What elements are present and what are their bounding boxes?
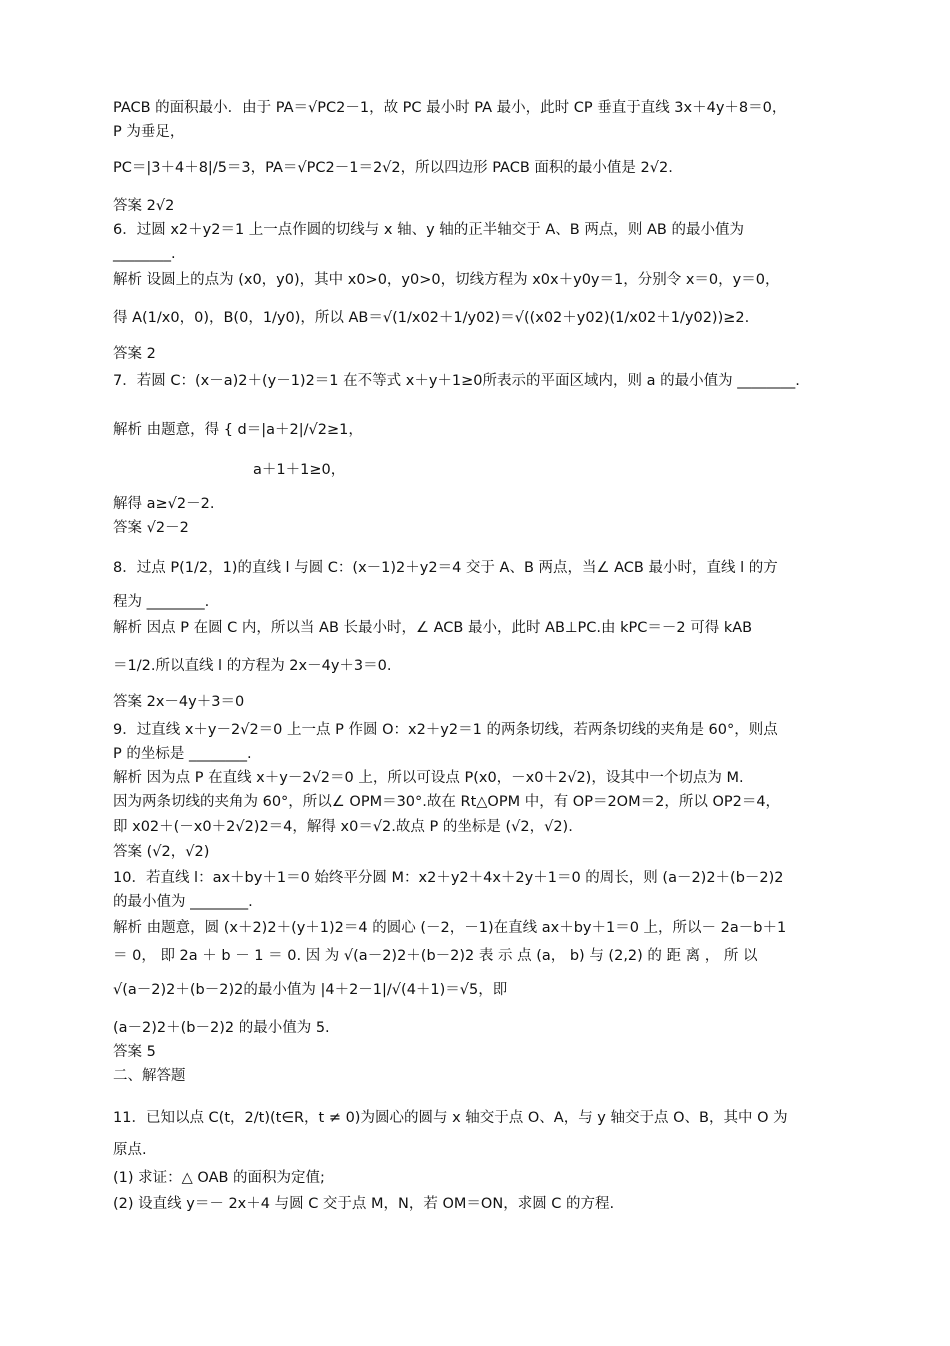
- text-line: 解得 a≥√2－2.: [113, 496, 215, 512]
- text-line: 程为 ________.: [113, 594, 210, 610]
- text-line: 的最小值为 ________.: [113, 894, 253, 910]
- text-line: PACB 的面积最小．由于 PA＝√PC2－1，故 PC 最小时 PA 最小，此时 CP 垂直于直线 3x＋4y＋8＝0，: [113, 100, 787, 116]
- section-heading: 二、解答题: [113, 1068, 186, 1084]
- answer-line: 答案 2: [113, 346, 156, 362]
- text-line: P 为垂足，: [113, 124, 185, 140]
- answer-line: 答案 2x－4y＋3＝0: [113, 694, 245, 710]
- solution-line: 解析 因为点 P 在直线 x＋y－2√2＝0 上，所以可设点 P(x0，－x0＋2√2)，设其中一个切点为 M.: [113, 770, 744, 786]
- solution-line: 解析 设圆上的点为 (x0，y0)，其中 x0>0，y0>0，切线方程为 x0x＋y0y＝1，分别令 x＝0，y＝0，: [113, 272, 780, 288]
- text-line: ________.: [113, 246, 176, 262]
- text-line: ＝ 0， 即 2a ＋ b － 1 ＝ 0. 因 为 √(a－2)2＋(b－2)2 表 示 点 (a， b) 与 (2,2) 的 距 离 ， 所 以: [113, 948, 758, 964]
- question-9: 9．过直线 x＋y－2√2＝0 上一点 P 作圆 O：x2＋y2＝1 的两条切线，若两条切线的夹角是 60°，则点: [113, 722, 778, 738]
- answer-line: 答案 √2－2: [113, 520, 189, 536]
- question-7: 7．若圆 C：(x－a)2＋(y－1)2＝1 在不等式 x＋y＋1≥0所表示的平面区域内，则 a 的最小值为 ________.: [113, 373, 800, 389]
- text-line: PC＝|3＋4＋8|/5＝3，PA＝√PC2－1＝2√2，所以四边形 PACB 面积的最小值是 2√2.: [113, 160, 673, 176]
- text-line: 即 x02＋(－x0＋2√2)2＝4，解得 x0＝√2.故点 P 的坐标是 (√2，√2).: [113, 819, 573, 835]
- text-line: 原点.: [113, 1142, 147, 1158]
- answer-line: 答案 5: [113, 1044, 156, 1060]
- question-8: 8．过点 P(1/2，1)的直线 l 与圆 C：(x－1)2＋y2＝4 交于 A、B 两点，当∠ ACB 最小时，直线 l 的方: [113, 560, 778, 576]
- solution-line: 解析 由题意，得 { d＝|a＋2|/√2≥1，: [113, 422, 363, 438]
- solution-line: 解析 由题意，圆 (x＋2)2＋(y＋1)2＝4 的圆心 (－2，－1)在直线 ax＋by＋1＝0 上，所以－ 2a－b＋1: [113, 920, 787, 936]
- text-line: ＝1/2.所以直线 l 的方程为 2x－4y＋3＝0.: [113, 658, 392, 674]
- question-10: 10．若直线 l：ax＋by＋1＝0 始终平分圆 M：x2＋y2＋4x＋2y＋1＝0 的周长，则 (a－2)2＋(b－2)2: [113, 870, 784, 886]
- answer-line: 答案 (√2，√2): [113, 844, 210, 860]
- text-line: √(a－2)2＋(b－2)2的最小值为 |4＋2－1|/√(4＋1)＝√5，即: [113, 982, 508, 998]
- text-line: 得 A(1/x0，0)，B(0，1/y0)，所以 AB＝√(1/x02＋1/y02)＝√((x02＋y02)(1/x02＋1/y02))≥2.: [113, 310, 750, 326]
- solution-line: 解析 因点 P 在圆 C 内，所以当 AB 长最小时，∠ ACB 最小，此时 AB⊥PC.由 kPC＝－2 可得 kAB: [113, 620, 753, 636]
- text-line: P 的坐标是 ________.: [113, 746, 252, 762]
- text-line: 因为两条切线的夹角为 60°，所以∠ OPM＝30°.故在 Rt△OPM 中，有 OP＝2OM＝2，所以 OP2＝4，: [113, 794, 781, 810]
- question-6: 6．过圆 x2＋y2＝1 上一点作圆的切线与 x 轴、y 轴的正半轴交于 A、B 两点，则 AB 的最小值为: [113, 222, 744, 238]
- sub-question: (2) 设直线 y＝－ 2x＋4 与圆 C 交于点 M，N，若 OM＝ON，求圆 C 的方程.: [113, 1196, 615, 1212]
- answer-line: 答案 2√2: [113, 198, 175, 214]
- text-line: a＋1＋1≥0，: [253, 462, 346, 478]
- text-line: (a－2)2＋(b－2)2 的最小值为 5.: [113, 1020, 330, 1036]
- sub-question: (1) 求证：△ OAB 的面积为定值;: [113, 1170, 325, 1186]
- question-11: 11．已知以点 C(t，2/t)(t∈R，t ≠ 0)为圆心的圆与 x 轴交于点 O、A，与 y 轴交于点 O、B，其中 O 为: [113, 1110, 788, 1126]
